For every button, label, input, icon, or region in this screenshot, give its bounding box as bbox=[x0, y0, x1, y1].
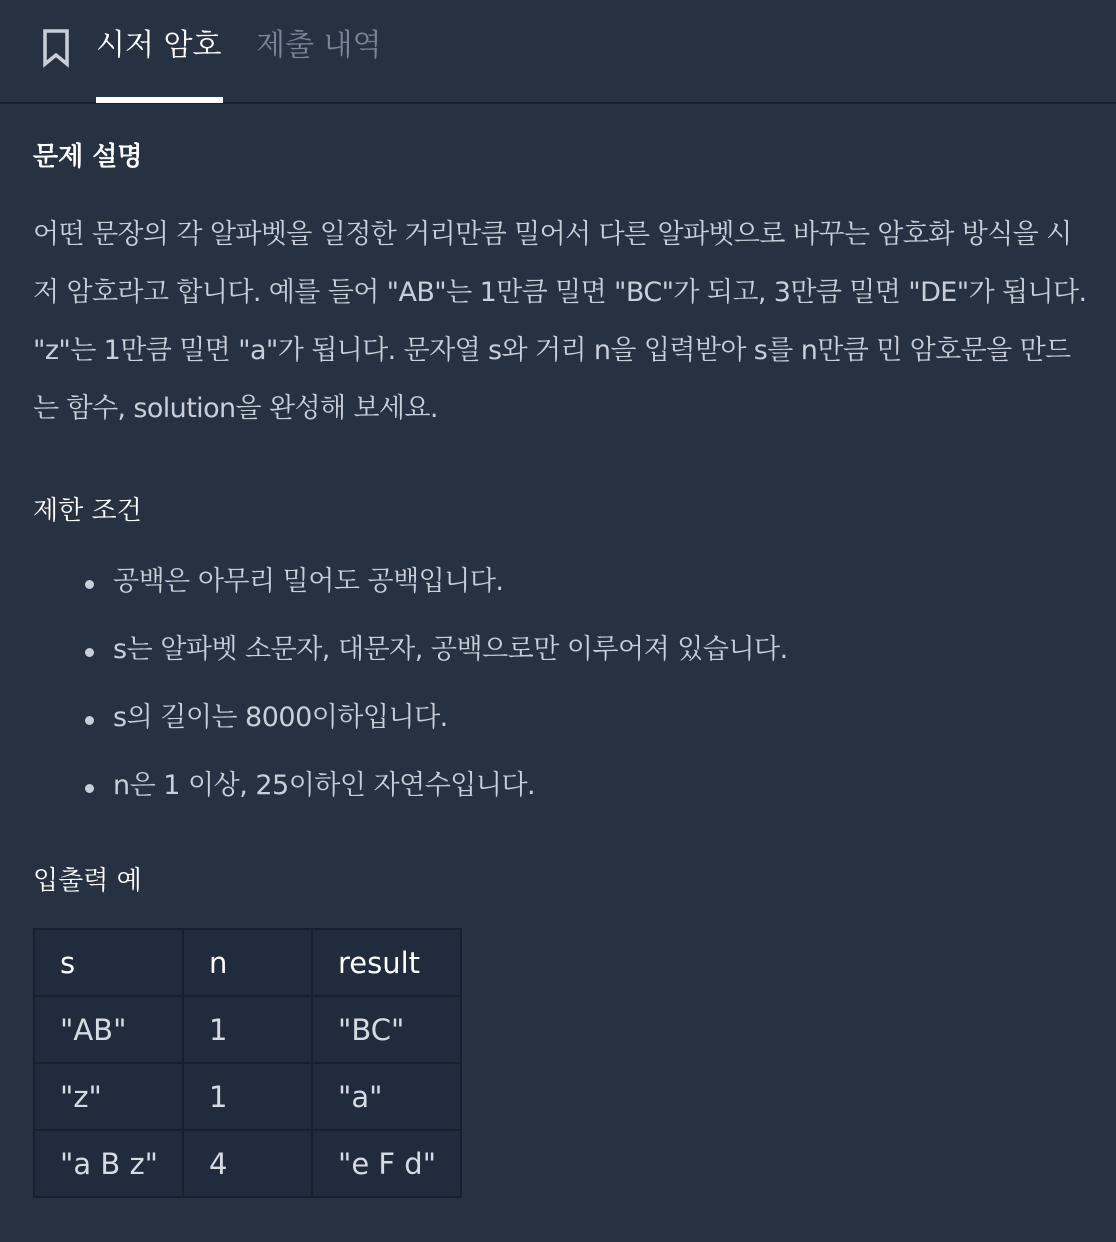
constraints-heading: 제한 조건 bbox=[33, 496, 142, 526]
cell-result: "a" bbox=[312, 1063, 461, 1130]
description-text: 어떤 문장의 각 알파벳을 일정한 거리만큼 밀어서 다른 알파벳으로 바꾸는 암호화 방식을 시저 암호라고 합니다. 예를 들어 "AB"는 1만큼 밀면 "BC"가 되고, 3만큼 밀면 "DE"가 됩니다. "z"는 1만큼 밀면 "a"가 됩니다. 문자열 s와 거리 n을 입력받아 s를 n만큼 민 암호문을 만드는 함수, solution을 완성해 보세요. bbox=[33, 219, 1087, 424]
column-header-s: s bbox=[34, 929, 183, 996]
cell-s: "a B z" bbox=[34, 1130, 183, 1197]
constraint-item: n은 1 이상, 25이하인 자연수입니다. bbox=[33, 757, 788, 825]
table-row bbox=[34, 996, 461, 1063]
cell-result: "BC" bbox=[312, 996, 461, 1063]
examples-heading: 입출력 예 bbox=[33, 866, 142, 896]
tab-submissions[interactable]: 제출 내역 bbox=[256, 28, 382, 63]
cell-n: 4 bbox=[183, 1130, 312, 1197]
description-heading: 문제 설명 bbox=[33, 142, 143, 172]
tab-problem[interactable]: 시저 암호 bbox=[96, 28, 222, 63]
cell-s: "z" bbox=[34, 1063, 183, 1130]
column-header-result: result bbox=[312, 929, 461, 996]
bookmark-icon[interactable] bbox=[41, 28, 71, 68]
cell-n: 1 bbox=[183, 996, 312, 1063]
cell-result: "e F d" bbox=[312, 1130, 461, 1197]
table-row bbox=[34, 1130, 461, 1197]
examples-table bbox=[33, 928, 462, 1198]
column-header-n: n bbox=[183, 929, 312, 996]
constraint-item: s는 알파벳 소문자, 대문자, 공백으로만 이루어져 있습니다. bbox=[33, 621, 788, 689]
constraints-list bbox=[33, 553, 788, 825]
active-tab-indicator bbox=[96, 97, 223, 103]
table-header-row bbox=[34, 929, 461, 996]
cell-n: 1 bbox=[183, 1063, 312, 1130]
constraint-item: s의 길이는 8000이하입니다. bbox=[33, 689, 788, 757]
cell-s: "AB" bbox=[34, 996, 183, 1063]
tab-bar bbox=[0, 0, 1116, 104]
constraint-item: 공백은 아무리 밀어도 공백입니다. bbox=[33, 553, 788, 621]
table-row bbox=[34, 1063, 461, 1130]
